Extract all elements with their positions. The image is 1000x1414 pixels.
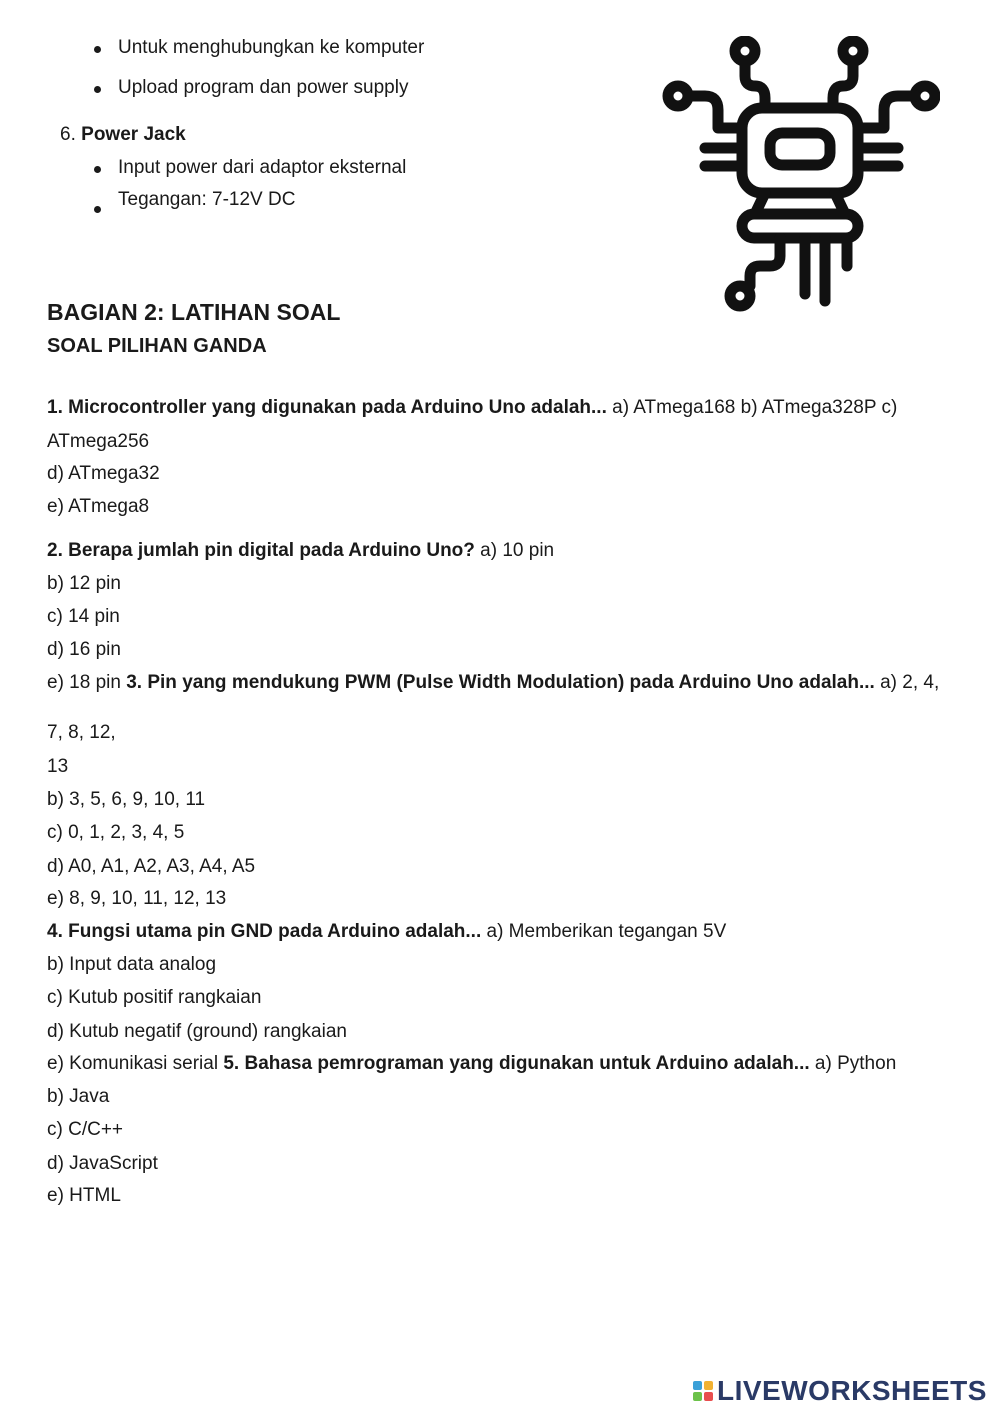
q4-option-c: c) Kutub positif rangkaian	[47, 987, 262, 1008]
q2-line-1	[47, 540, 554, 562]
q5-question: 5. Bahasa pemrograman yang digunakan untuk Arduino adalah...	[223, 1053, 810, 1074]
q5-option-d: d) JavaScript	[47, 1153, 158, 1174]
q4-option-e: e) Komunikasi serial	[47, 1053, 224, 1074]
logo-mark-icon	[693, 1381, 713, 1401]
power-bullet-1: Input power dari adaptor eksternal	[118, 157, 407, 178]
q5-option-e: e) HTML	[47, 1185, 121, 1206]
q4-line-1	[47, 921, 726, 943]
q2e-q3-line	[47, 672, 939, 694]
bullet-dot	[94, 46, 101, 53]
usb-bullet-1: Untuk menghubungkan ke komputer	[118, 37, 425, 58]
item-6-title: Power Jack	[81, 124, 186, 145]
q1-question: 1. Microcontroller yang digunakan pada Arduino Uno adalah...	[47, 397, 607, 418]
q3-option-a-start: a) 2, 4,	[874, 672, 940, 693]
q1-option-e: e) ATmega8	[47, 496, 150, 517]
q2-option-d: d) 16 pin	[47, 639, 121, 660]
microchip-robot-icon	[660, 36, 940, 316]
power-bullet-2: Tegangan: 7-12V DC	[118, 189, 296, 210]
section-subheading: SOAL PILIHAN GANDA	[47, 335, 267, 357]
q5-option-b: b) Java	[47, 1086, 110, 1107]
q4-option-a: a) Memberikan tegangan 5V	[481, 921, 727, 942]
q3-option-a-cont: 7, 8, 12,	[47, 722, 116, 743]
q3-option-d: d) A0, A1, A2, A3, A4, A5	[47, 856, 256, 877]
q3-option-b: b) 3, 5, 6, 9, 10, 11	[47, 789, 206, 810]
q3-option-e: e) 8, 9, 10, 11, 12, 13	[47, 888, 227, 909]
item-6-number: 6.	[60, 124, 76, 145]
q2-option-a: a) 10 pin	[474, 540, 555, 561]
usb-bullet-2: Upload program dan power supply	[118, 77, 409, 98]
q5-option-c: c) C/C++	[47, 1119, 124, 1140]
q2-option-e: e) 18 pin	[47, 672, 127, 693]
q4-option-d: d) Kutub negatif (ground) rangkaian	[47, 1021, 347, 1042]
bullet-dot	[94, 166, 101, 173]
q4e-q5-line	[47, 1053, 896, 1075]
bullet-dot	[94, 86, 101, 93]
q2-option-b: b) 12 pin	[47, 573, 121, 594]
q2-option-c: c) 14 pin	[47, 606, 120, 627]
logo-text: LIVEWORKSHEETS	[717, 1375, 987, 1406]
bullet-dot	[94, 206, 101, 213]
q5-option-a: a) Python	[809, 1053, 897, 1074]
q1-option-d: d) ATmega32	[47, 463, 160, 484]
q3-question: 3. Pin yang mendukung PWM (Pulse Width Modulation) pada Arduino Uno adalah...	[126, 672, 875, 693]
q4-question: 4. Fungsi utama pin GND pada Arduino adalah...	[47, 921, 482, 942]
q3-option-a-end: 13	[47, 756, 69, 777]
q1-line-1	[47, 397, 897, 419]
q4-option-b: b) Input data analog	[47, 954, 217, 975]
q1-options-a-c: a) ATmega168 b) ATmega328P c)	[606, 397, 898, 418]
item-6-heading	[60, 124, 186, 146]
q1-line-2: ATmega256	[47, 431, 150, 452]
q2-question: 2. Berapa jumlah pin digital pada Arduino Uno?	[47, 540, 475, 561]
q3-option-c: c) 0, 1, 2, 3, 4, 5	[47, 822, 185, 843]
liveworksheets-logo	[693, 1376, 987, 1406]
section-heading: BAGIAN 2: LATIHAN SOAL	[47, 299, 341, 325]
